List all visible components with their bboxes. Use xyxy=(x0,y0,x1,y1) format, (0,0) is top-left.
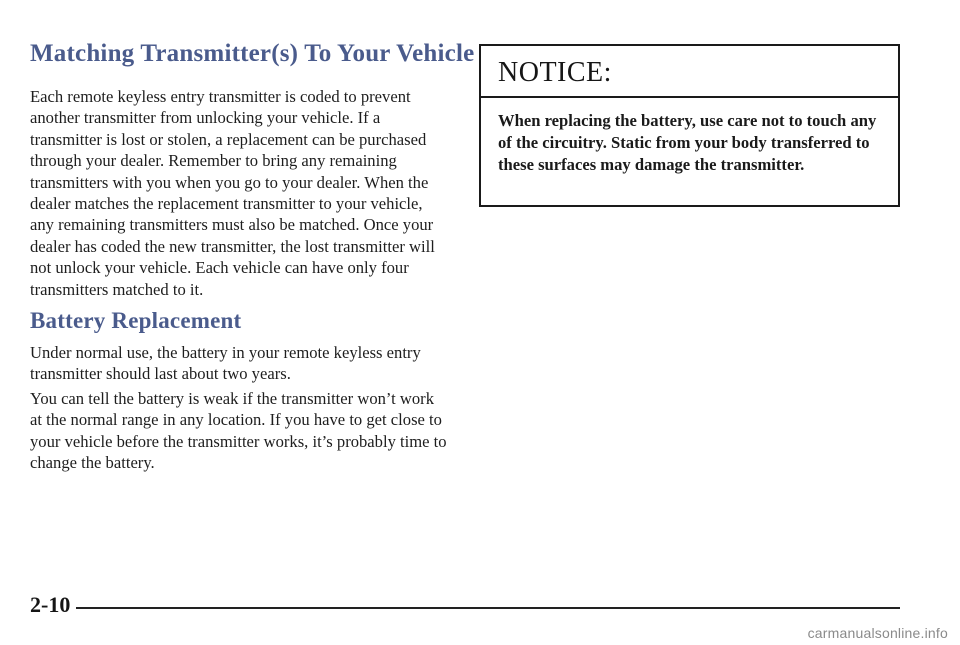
footer-rule xyxy=(76,607,900,609)
page-number: 2-10 xyxy=(30,592,71,617)
section-title-matching-transmitters: Matching Transmitter(s) To Your Vehicle xyxy=(30,40,475,67)
notice-box xyxy=(479,44,900,207)
battery-weak-paragraph: You can tell the battery is weak if the transmitter won’t work at the normal range in any location. If you have to get close to your vehicle before the transmitter works, it’s probably time to change the battery. xyxy=(30,389,447,473)
section-title-battery-replacement: Battery Replacement xyxy=(30,308,242,333)
matching-paragraph: Each remote keyless entry transmitter is coded to prevent another transmitter from unlocking your vehicle. If a transmitter is lost or stolen, a replacement can be purchased through your dealer. Remember to bring any remaining transmitters with you when you go to your dealer. When the dealer matches the replacement transmitter to your vehicle, any remaining transmitters must also be matched. Once your dealer has coded the new transmitter, the lost transmitter will not unlock your vehicle. Each vehicle can have only four transmitters matched to it. xyxy=(30,87,435,299)
battery-life-paragraph: Under normal use, the battery in your remote keyless entry transmitter should last about two years. xyxy=(30,343,421,384)
notice-text: When replacing the battery, use care not to touch any of the circuitry. Static from your body transferred to these surfaces may damage the transmitter. xyxy=(498,111,877,174)
watermark: carmanualsonline.info xyxy=(807,625,948,641)
notice-header: NOTICE: xyxy=(481,46,898,98)
